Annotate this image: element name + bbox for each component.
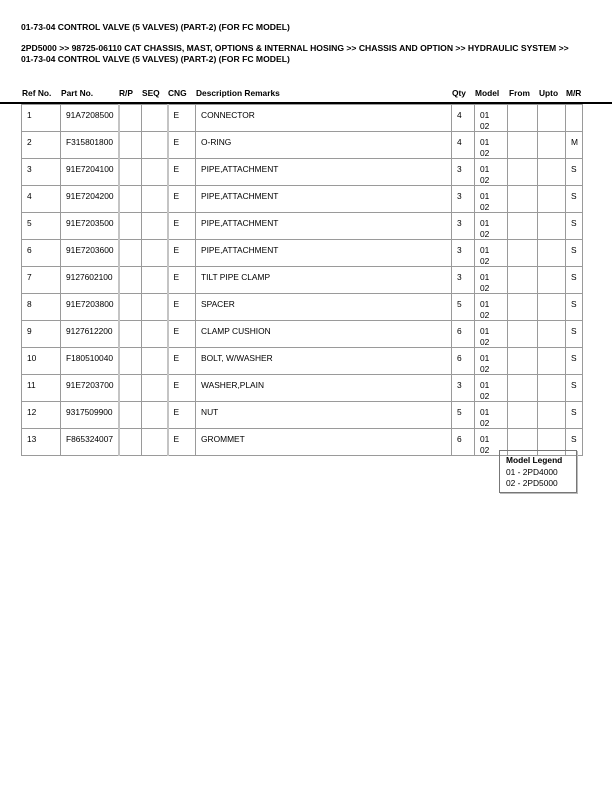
- rp-cell: [119, 240, 142, 267]
- model-legend: [499, 450, 577, 493]
- mr-cell: [566, 105, 583, 132]
- description-cell: WASHER,PLAIN: [196, 375, 452, 402]
- model-code-1: 01: [480, 434, 490, 444]
- seq-cell: [142, 159, 168, 186]
- from-cell: [508, 105, 538, 132]
- qty-cell: 3: [452, 213, 475, 240]
- part-no-cell: 91E7203700: [61, 375, 119, 402]
- part-no-cell: 91E7204200: [61, 186, 119, 213]
- from-cell: [508, 132, 538, 159]
- model-code-2: 02: [480, 201, 490, 212]
- model-code-2: 02: [480, 228, 490, 239]
- model-code-2: 02: [480, 255, 490, 266]
- description-cell: PIPE,ATTACHMENT: [196, 240, 452, 267]
- description-cell: SPACER: [196, 294, 452, 321]
- ref-no-cell: 7: [22, 267, 61, 294]
- from-cell: [508, 240, 538, 267]
- legend-item: 02 - 2PD5000: [506, 478, 558, 488]
- model-code-1: 01: [480, 380, 490, 390]
- page-title: 01-73-04 CONTROL VALVE (5 VALVES) (PART-2) (FOR FC MODEL): [21, 22, 290, 32]
- ref-no-cell: 10: [22, 348, 61, 375]
- qty-cell: 4: [452, 132, 475, 159]
- part-no-cell: 91E7203800: [61, 294, 119, 321]
- table-row: [22, 267, 583, 294]
- part-no-cell: F865324007: [61, 429, 119, 456]
- model-code-2: 02: [480, 336, 490, 347]
- upto-cell: [538, 132, 566, 159]
- part-no-cell: 9317509900: [61, 402, 119, 429]
- seq-cell: [142, 186, 168, 213]
- qty-cell: 5: [452, 294, 475, 321]
- ref-no-cell: 4: [22, 186, 61, 213]
- description-cell: NUT: [196, 402, 452, 429]
- cng-cell: E: [168, 186, 196, 213]
- cng-cell: E: [168, 105, 196, 132]
- ref-no-cell: 5: [22, 213, 61, 240]
- legend-title: Model Legend: [506, 455, 563, 465]
- rp-cell: [119, 375, 142, 402]
- qty-cell: 6: [452, 348, 475, 375]
- model-code-1: 01: [480, 407, 490, 417]
- from-cell: [508, 186, 538, 213]
- cng-cell: E: [168, 240, 196, 267]
- table-row: [22, 321, 583, 348]
- cng-cell: E: [168, 429, 196, 456]
- breadcrumb: [21, 43, 606, 64]
- header-from: From: [509, 88, 530, 98]
- model-cell: [475, 186, 508, 213]
- mr-cell: S: [566, 429, 583, 456]
- model-cell: [475, 348, 508, 375]
- description-cell: O-RING: [196, 132, 452, 159]
- upto-cell: [538, 321, 566, 348]
- model-code-2: 02: [480, 174, 490, 185]
- model-code-1: 01: [480, 218, 490, 228]
- from-cell: [508, 294, 538, 321]
- table-row: [22, 105, 583, 132]
- model-code-2: 02: [480, 309, 490, 320]
- table-row: [22, 213, 583, 240]
- ref-no-cell: 1: [22, 105, 61, 132]
- header-seq: SEQ: [142, 88, 160, 98]
- mr-cell: S: [566, 348, 583, 375]
- qty-cell: 3: [452, 240, 475, 267]
- cng-cell: E: [168, 159, 196, 186]
- header-qty: Qty: [452, 88, 466, 98]
- mr-cell: S: [566, 267, 583, 294]
- cng-cell: E: [168, 375, 196, 402]
- seq-cell: [142, 402, 168, 429]
- model-code-2: 02: [480, 363, 490, 374]
- description-cell: CLAMP CUSHION: [196, 321, 452, 348]
- model-code-1: 01: [480, 272, 490, 282]
- model-code-1: 01: [480, 326, 490, 336]
- model-code-2: 02: [480, 282, 490, 293]
- seq-cell: [142, 429, 168, 456]
- upto-cell: [538, 348, 566, 375]
- seq-cell: [142, 105, 168, 132]
- header-mr: M/R: [566, 88, 582, 98]
- description-cell: CONNECTOR: [196, 105, 452, 132]
- header-upto: Upto: [539, 88, 559, 98]
- upto-cell: [538, 294, 566, 321]
- part-no-cell: 91A7208500: [61, 105, 119, 132]
- table-row: [22, 294, 583, 321]
- ref-no-cell: 2: [22, 132, 61, 159]
- header-description: Description Remarks: [196, 88, 280, 98]
- rp-cell: [119, 267, 142, 294]
- rp-cell: [119, 321, 142, 348]
- seq-cell: [142, 321, 168, 348]
- mr-cell: S: [566, 159, 583, 186]
- header-ref-no: Ref No.: [22, 88, 52, 98]
- model-code-1: 01: [480, 299, 490, 309]
- ref-no-cell: 3: [22, 159, 61, 186]
- cng-cell: E: [168, 294, 196, 321]
- description-cell: PIPE,ATTACHMENT: [196, 159, 452, 186]
- table-row: [22, 132, 583, 159]
- mr-cell: S: [566, 240, 583, 267]
- part-no-cell: F315801800: [61, 132, 119, 159]
- from-cell: [508, 375, 538, 402]
- from-cell: [508, 348, 538, 375]
- part-no-cell: 91E7203600: [61, 240, 119, 267]
- part-no-cell: 91E7204100: [61, 159, 119, 186]
- part-no-cell: F180510040: [61, 348, 119, 375]
- model-code-1: 01: [480, 245, 490, 255]
- seq-cell: [142, 267, 168, 294]
- rp-cell: [119, 429, 142, 456]
- mr-cell: S: [566, 375, 583, 402]
- model-cell: [475, 321, 508, 348]
- upto-cell: [538, 240, 566, 267]
- model-code-2: 02: [480, 147, 490, 158]
- mr-cell: S: [566, 213, 583, 240]
- ref-no-cell: 12: [22, 402, 61, 429]
- from-cell: [508, 213, 538, 240]
- rp-cell: [119, 132, 142, 159]
- cng-cell: E: [168, 402, 196, 429]
- parts-table: [21, 104, 583, 456]
- header-cng: CNG: [168, 88, 187, 98]
- seq-cell: [142, 294, 168, 321]
- seq-cell: [142, 375, 168, 402]
- rp-cell: [119, 159, 142, 186]
- from-cell: [508, 267, 538, 294]
- model-cell: [475, 267, 508, 294]
- model-cell: [475, 105, 508, 132]
- upto-cell: [538, 105, 566, 132]
- qty-cell: 6: [452, 321, 475, 348]
- rp-cell: [119, 348, 142, 375]
- model-code-1: 01: [480, 137, 490, 147]
- model-code-1: 01: [480, 110, 490, 120]
- upto-cell: [538, 375, 566, 402]
- upto-cell: [538, 159, 566, 186]
- model-cell: [475, 132, 508, 159]
- part-no-cell: 9127612200: [61, 321, 119, 348]
- rp-cell: [119, 105, 142, 132]
- qty-cell: 5: [452, 402, 475, 429]
- qty-cell: 3: [452, 267, 475, 294]
- qty-cell: 3: [452, 159, 475, 186]
- breadcrumb-line-1: 2PD5000 >> 98725-06110 CAT CHASSIS, MAST, OPTIONS & INTERNAL HOSING >> CHASSIS AND OPTION >> HYDRAULIC SYSTEM >>: [21, 43, 569, 53]
- ref-no-cell: 11: [22, 375, 61, 402]
- header-part-no: Part No.: [61, 88, 94, 98]
- description-cell: BOLT, W/WASHER: [196, 348, 452, 375]
- mr-cell: S: [566, 321, 583, 348]
- qty-cell: 6: [452, 429, 475, 456]
- model-code-2: 02: [480, 417, 490, 428]
- model-code-2: 02: [480, 120, 490, 131]
- seq-cell: [142, 213, 168, 240]
- rp-cell: [119, 294, 142, 321]
- table-row: [22, 240, 583, 267]
- ref-no-cell: 13: [22, 429, 61, 456]
- model-cell: [475, 375, 508, 402]
- model-code-2: 02: [480, 390, 490, 401]
- upto-cell: [538, 186, 566, 213]
- model-cell: [475, 159, 508, 186]
- from-cell: [508, 159, 538, 186]
- header-rp: R/P: [119, 88, 133, 98]
- description-cell: PIPE,ATTACHMENT: [196, 213, 452, 240]
- cng-cell: E: [168, 321, 196, 348]
- legend-item: 01 - 2PD4000: [506, 467, 558, 477]
- description-cell: TILT PIPE CLAMP: [196, 267, 452, 294]
- description-cell: PIPE,ATTACHMENT: [196, 186, 452, 213]
- model-code-1: 01: [480, 353, 490, 363]
- cng-cell: E: [168, 267, 196, 294]
- mr-cell: M: [566, 132, 583, 159]
- cng-cell: E: [168, 348, 196, 375]
- part-no-cell: 9127602100: [61, 267, 119, 294]
- header-model: Model: [475, 88, 500, 98]
- upto-cell: [538, 213, 566, 240]
- model-cell: [475, 294, 508, 321]
- description-cell: GROMMET: [196, 429, 452, 456]
- seq-cell: [142, 348, 168, 375]
- mr-cell: S: [566, 294, 583, 321]
- table-row: [22, 186, 583, 213]
- qty-cell: 3: [452, 186, 475, 213]
- rp-cell: [119, 213, 142, 240]
- mr-cell: S: [566, 186, 583, 213]
- model-code-2: 02: [480, 444, 490, 455]
- model-cell: [475, 402, 508, 429]
- seq-cell: [142, 240, 168, 267]
- model-code-1: 01: [480, 191, 490, 201]
- model-cell: [475, 240, 508, 267]
- table-row: [22, 159, 583, 186]
- rp-cell: [119, 186, 142, 213]
- table-row: [22, 402, 583, 429]
- cng-cell: E: [168, 132, 196, 159]
- table-row: [22, 375, 583, 402]
- seq-cell: [142, 132, 168, 159]
- table-row: [22, 348, 583, 375]
- from-cell: [508, 402, 538, 429]
- model-cell: [475, 213, 508, 240]
- rp-cell: [119, 402, 142, 429]
- part-no-cell: 91E7203500: [61, 213, 119, 240]
- ref-no-cell: 8: [22, 294, 61, 321]
- model-code-1: 01: [480, 164, 490, 174]
- upto-cell: [538, 402, 566, 429]
- from-cell: [508, 321, 538, 348]
- upto-cell: [538, 267, 566, 294]
- ref-no-cell: 9: [22, 321, 61, 348]
- qty-cell: 3: [452, 375, 475, 402]
- breadcrumb-line-2: 01-73-04 CONTROL VALVE (5 VALVES) (PART-2) (FOR FC MODEL): [21, 53, 290, 64]
- mr-cell: S: [566, 402, 583, 429]
- ref-no-cell: 6: [22, 240, 61, 267]
- qty-cell: 4: [452, 105, 475, 132]
- cng-cell: E: [168, 213, 196, 240]
